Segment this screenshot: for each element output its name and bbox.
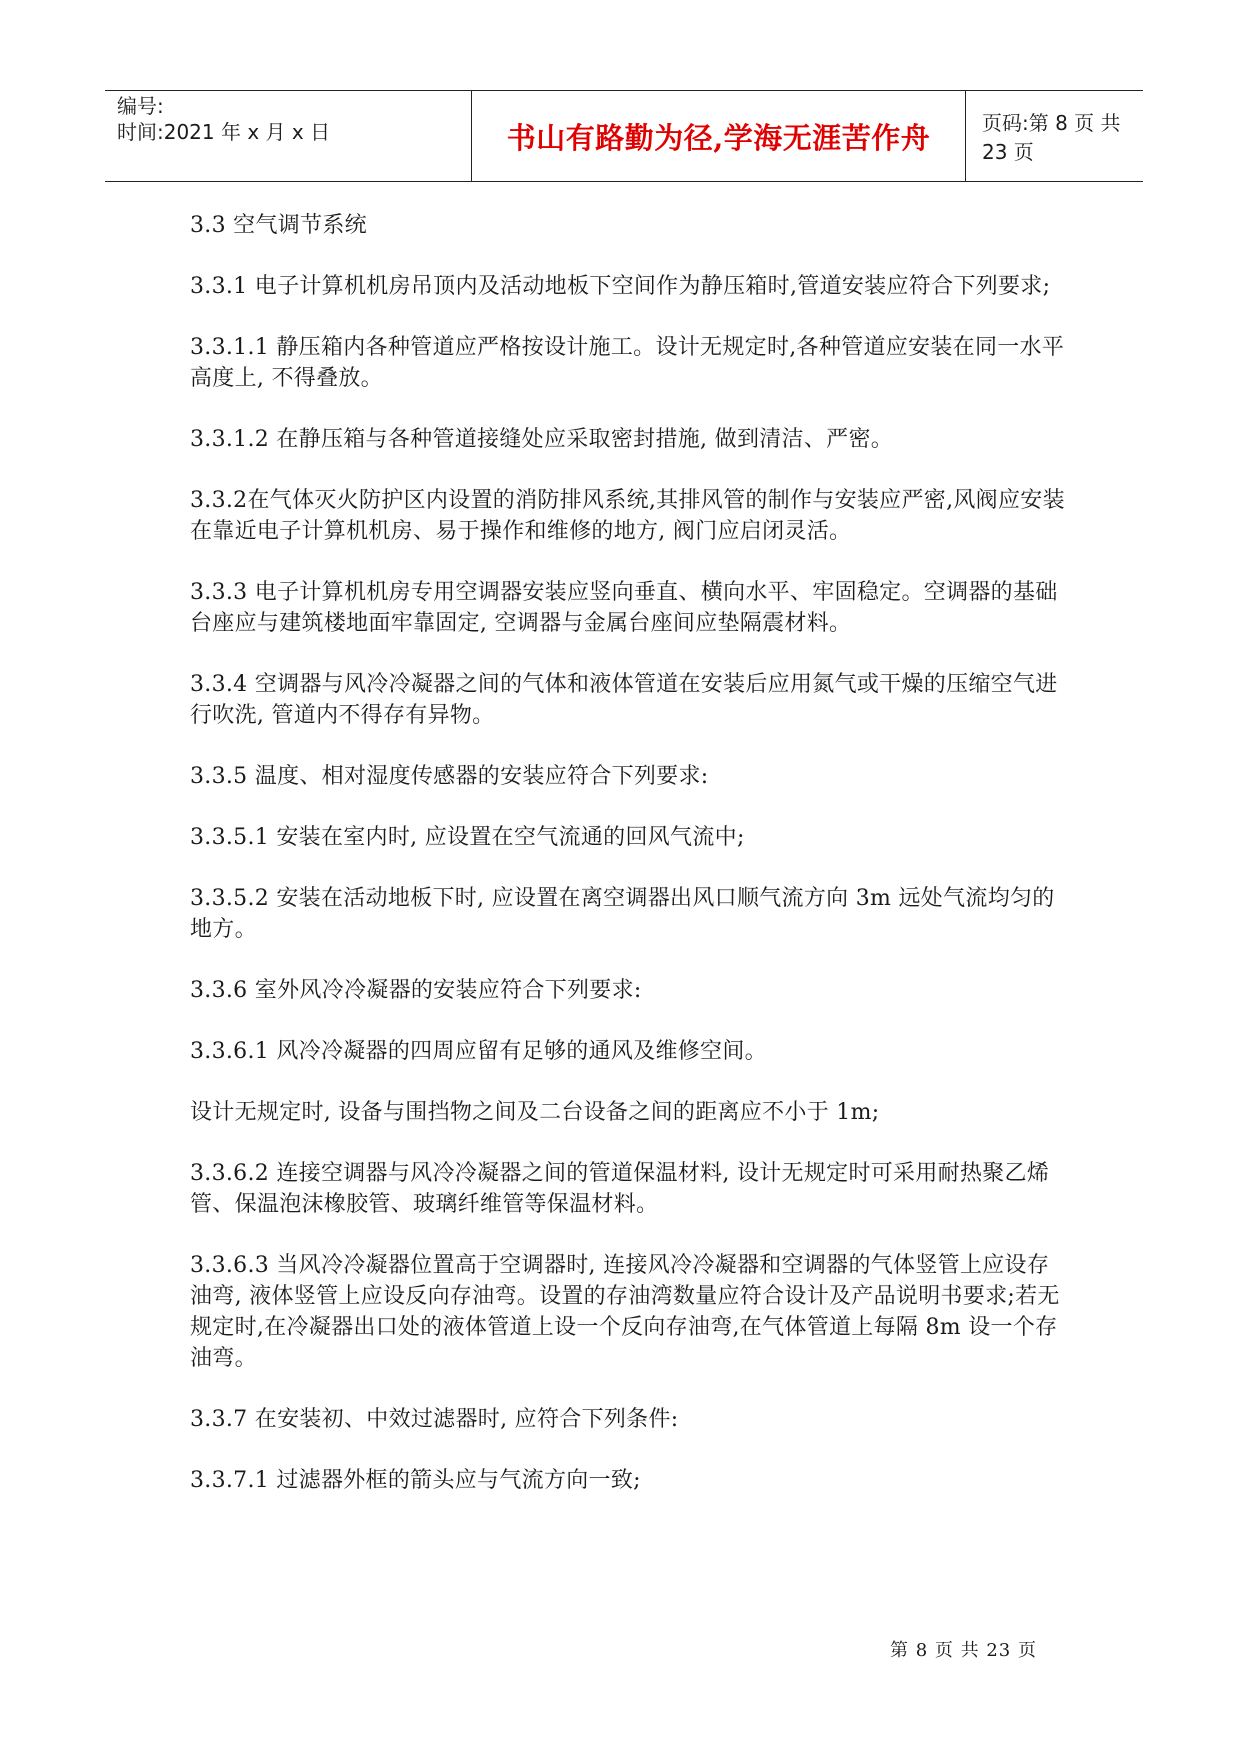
- paragraph: 3.3.2在气体灭火防护区内设置的消防排风系统,其排风管的制作与安装应严密,风阀应安装在靠近电子计算机机房、易于操作和维修的地方, 阀门应启闭灵活。: [190, 488, 1065, 544]
- paragraph: 3.3.7 在安装初、中效过滤器时, 应符合下列条件:: [190, 1407, 679, 1432]
- document-number-label: 编号:: [117, 94, 164, 118]
- paragraph: 3.3.1.1 静压箱内各种管道应严格按设计施工。设计无规定时,各种管道应安装在同一水平高度上, 不得叠放。: [190, 335, 1065, 391]
- paragraph: 设计无规定时, 设备与围挡物之间及二台设备之间的距离应不小于 1m;: [190, 1100, 880, 1125]
- section-heading: 3.3 空气调节系统: [190, 213, 367, 238]
- document-time-label: 时间:2021 年 x 月 x 日: [117, 120, 331, 144]
- paragraph: 3.3.3 电子计算机机房专用空调器安装应竖向垂直、横向水平、牢固稳定。空调器的基础台座应与建筑楼地面牢靠固定, 空调器与金属台座间应垫隔震材料。: [190, 580, 1058, 636]
- document-body: [190, 210, 1065, 1526]
- paragraph: 3.3.4 空调器与风冷冷凝器之间的气体和液体管道在安装后应用氮气或干燥的压缩空气进行吹洗, 管道内不得存有异物。: [190, 672, 1058, 728]
- paragraph: 3.3.6.1 风冷冷凝器的四周应留有足够的通风及维修空间。: [190, 1039, 767, 1064]
- page-footer: 第 8 页 共 23 页: [890, 1640, 1037, 1661]
- header-meta-cell: [117, 91, 472, 181]
- header-page-info: 页码:第 8 页 共 23 页: [982, 111, 1121, 164]
- paragraph: 3.3.6 室外风冷冷凝器的安装应符合下列要求:: [190, 978, 642, 1003]
- header-motto: 书山有路勤为径,学海无涯苦作舟: [472, 91, 966, 181]
- paragraph: 3.3.6.3 当风冷冷凝器位置高于空调器时, 连接风冷冷凝器和空调器的气体竖管上应设存油弯, 液体竖管上应设反向存油弯。设置的存油湾数量应符合设计及产品说明书要求;若无规定时,在冷凝器出口处的液体管道上设一个反向存油弯,在气体管道上每隔 8m 设一个存油弯。: [190, 1253, 1060, 1371]
- page-header: [105, 90, 1143, 182]
- paragraph: 3.3.5.1 安装在室内时, 应设置在空气流通的回风气流中;: [190, 825, 745, 850]
- paragraph: 3.3.5 温度、相对湿度传感器的安装应符合下列要求:: [190, 764, 709, 789]
- paragraph: 3.3.6.2 连接空调器与风冷冷凝器之间的管道保温材料, 设计无规定时可采用耐热聚乙烯管、保温泡沫橡胶管、玻璃纤维管等保温材料。: [190, 1161, 1050, 1217]
- paragraph: 3.3.7.1 过滤器外框的箭头应与气流方向一致;: [190, 1468, 641, 1493]
- paragraph: 3.3.1 电子计算机机房吊顶内及活动地板下空间作为静压箱时,管道安装应符合下列要求;: [190, 274, 1051, 299]
- paragraph: 3.3.1.2 在静压箱与各种管道接缝处应采取密封措施, 做到清洁、严密。: [190, 427, 894, 452]
- paragraph: 3.3.5.2 安装在活动地板下时, 应设置在离空调器出风口顺气流方向 3m 远处气流均匀的地方。: [190, 886, 1055, 942]
